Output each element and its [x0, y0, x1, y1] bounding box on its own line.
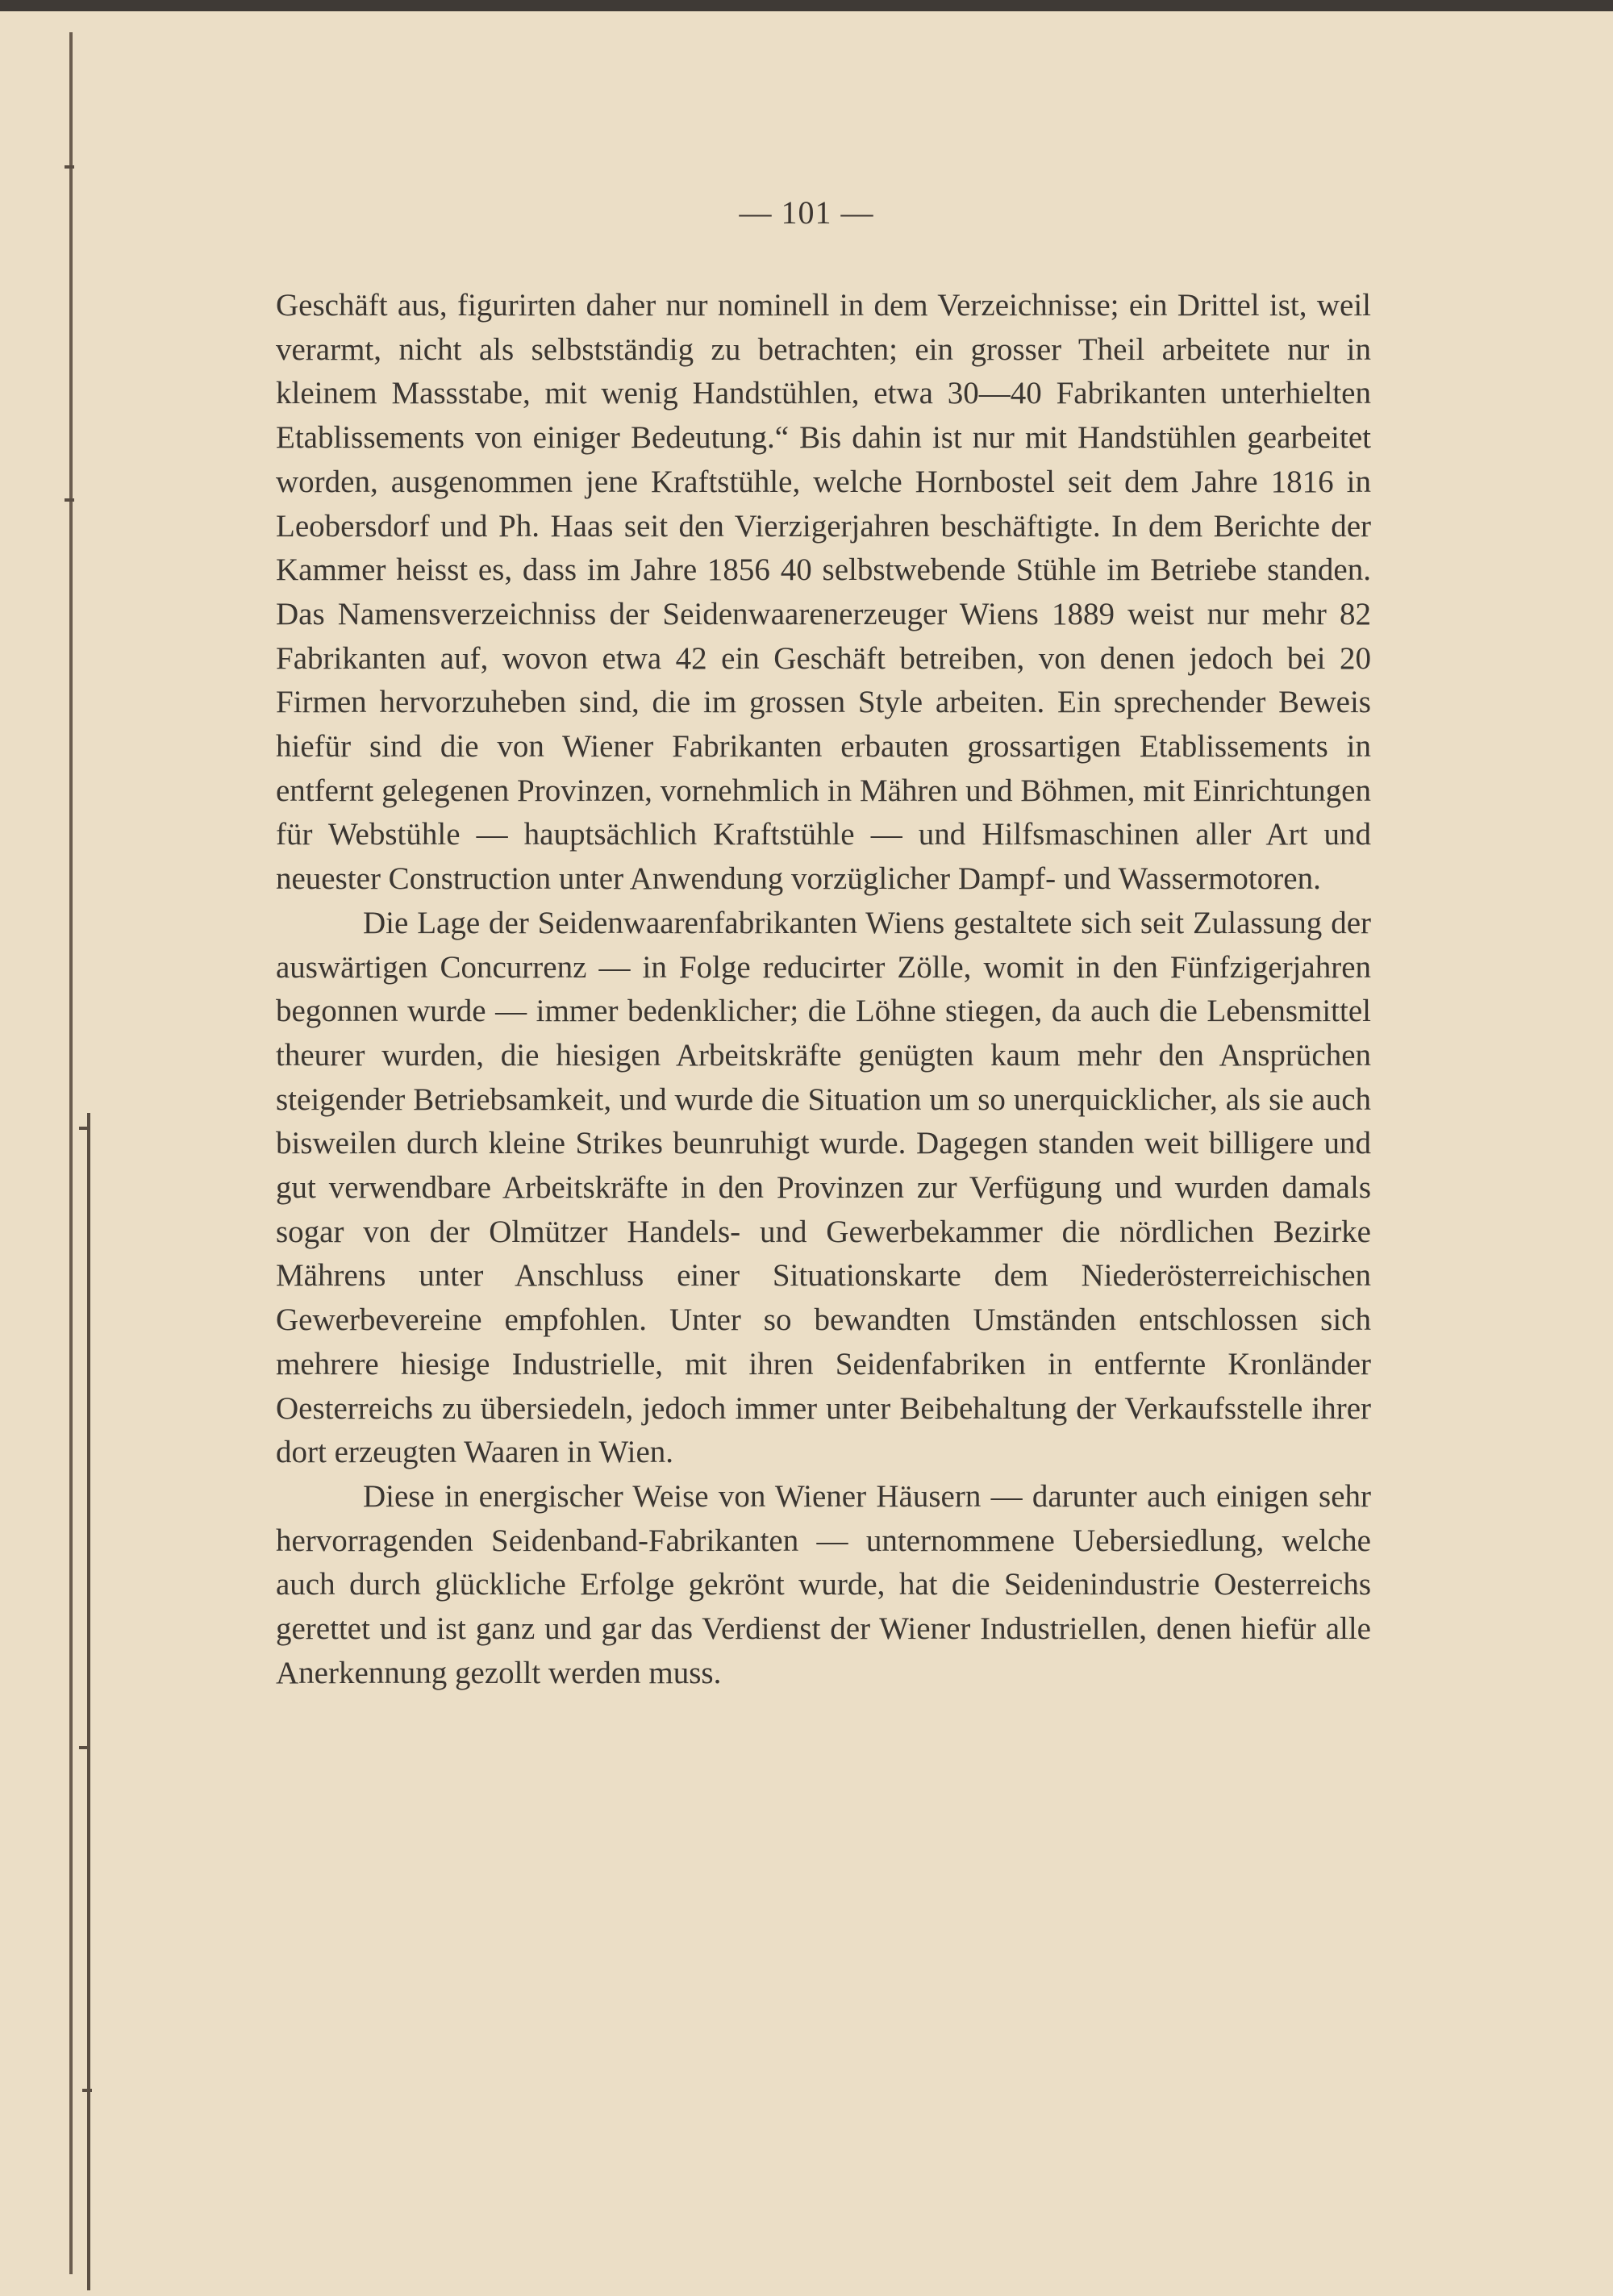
- scan-top-border: [0, 0, 1613, 11]
- binding-edge-line: [69, 32, 73, 2274]
- binding-tick: [79, 1127, 89, 1130]
- page-number: — 101 —: [739, 194, 874, 231]
- paragraph: Diese in energischer Weise von Wiener Häusern — darunter auch einigen sehr hervorragenden Seidenband-Fabrikanten — unternommene Uebersiedlung, welche auch durch glückliche Erfolge gekrönt wurde, hat die Seidenindustrie Oesterreichs gerettet und ist ganz und gar das Verdienst der Wiener Industriellen, denen hiefür alle Anerkennung gezollt werden muss.: [276, 1478, 1371, 1690]
- paragraph: Geschäft aus, figurirten daher nur nominell in dem Verzeichnisse; ein Drittel ist, weil verarmt, nicht als selbstständig zu betrachten; ein grosser Theil arbeitete nur in kleinem Massstabe, mit wenig Handstühlen, etwa 30—40 Fabrikanten unterhielten Etablissements von einiger Bedeutung.“ Bis dahin ist nur mit Handstühlen gearbeitet worden, ausgenommen jene Kraftstühle, welche Hornbostel seit dem Jahre 1816 in Leobersdorf und Ph. Haas seit den Vierzigerjahren beschäftigte. In dem Berichte der Kammer heisst es, dass im Jahre 1856 40 selbstwebende Stühle im Betriebe standen. Das Namensverzeichniss der Seidenwaarenerzeuger Wiens 1889 weist nur mehr 82 Fabrikanten auf, wovon etwa 42 ein Geschäft betreiben, von denen jedoch bei 20 Firmen hervorzuheben sind, die im grossen Style arbeiten. Ein sprechender Beweis hiefür sind die von Wiener Fabrikanten erbauten grossartigen Etablissements in entfernt gelegenen Provinzen, vornehmlich in Mähren und Böhmen, mit Einrichtungen für Webstühle — hauptsächlich Kraftstühle — und Hilfsmaschinen aller Art und neuester Construction unter Anwendung vorzüglicher Dampf- und Wassermotoren.: [276, 288, 1371, 897]
- binding-tick: [82, 2089, 92, 2092]
- body-text: [276, 284, 1371, 1696]
- binding-tick: [79, 1746, 89, 1749]
- paragraph: Die Lage der Seidenwaarenfabrikanten Wiens gestaltete sich seit Zulassung der auswärtigen Concurrenz — in Folge reducirter Zölle, womit in den Fünfzigerjahren begonnen wurde — immer bedenklicher; die Löhne stiegen, da auch die Lebensmittel theurer wurden, die hiesigen Arbeitskräfte genügten kaum mehr den Ansprüchen steigender Betriebsamkeit, und wurde die Situation um so unerquicklicher, als sie auch bisweilen durch kleine Strikes beunruhigt wurde. Dagegen standen weit billigere und gut verwendbare Arbeitskräfte in den Provinzen zur Verfügung und wurden damals sogar von der Olmützer Handels- und Gewerbekammer die nördlichen Bezirke Mährens unter Anschluss einer Situationskarte dem Niederösterreichischen Gewerbevereine empfohlen. Unter so bewandten Umständen entschlossen sich mehrere hiesige Industrielle, mit ihren Seidenfabriken in entfernte Kronländer Oesterreichs zu übersiedeln, jedoch immer unter Beibehaltung der Verkaufsstelle ihrer dort erzeugten Waaren in Wien.: [276, 905, 1371, 1470]
- binding-tick: [65, 165, 74, 169]
- binding-edge-line-inner: [87, 1113, 90, 2290]
- binding-tick: [65, 498, 74, 502]
